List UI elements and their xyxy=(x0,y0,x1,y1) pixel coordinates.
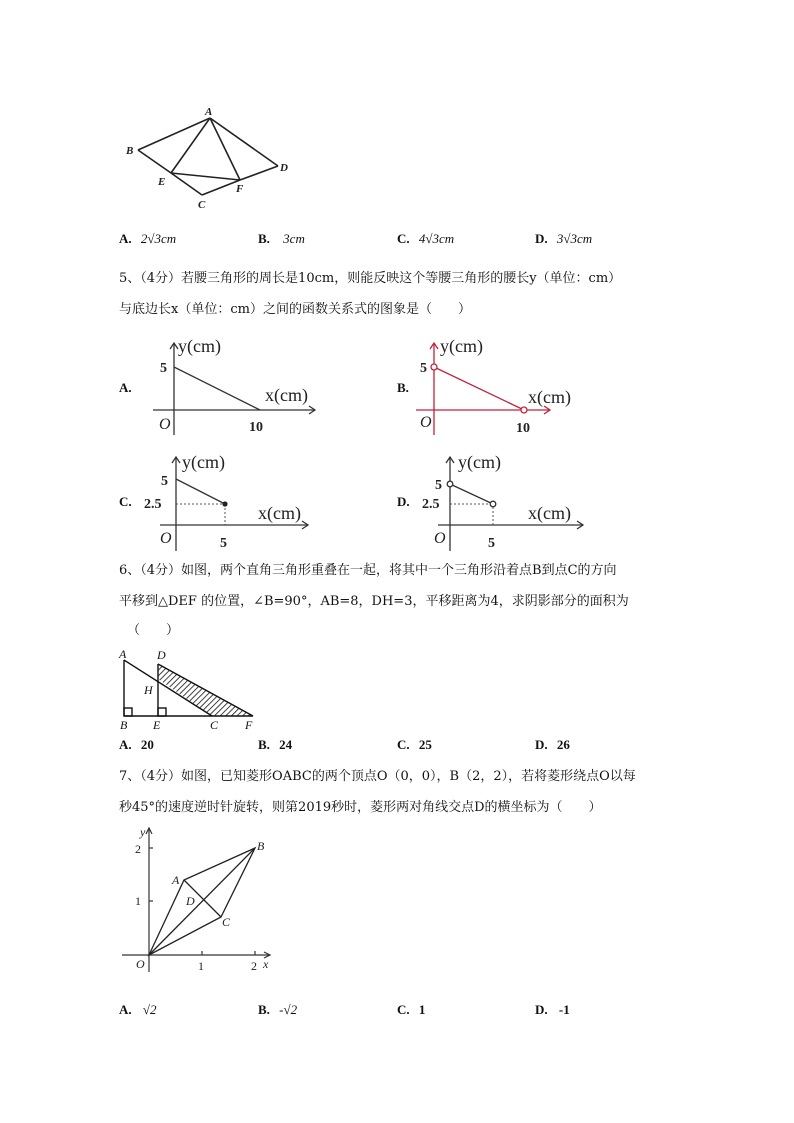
q6-option-b-letter: B. xyxy=(258,737,270,752)
q6-label-b: B xyxy=(120,718,128,732)
q7-option-b-value: -√2 xyxy=(279,1002,298,1017)
q7-option-c[interactable] xyxy=(397,1002,425,1018)
q6-option-a-value: 20 xyxy=(140,737,154,752)
q4-option-c-letter: C. xyxy=(397,231,410,246)
q7-tick-y1: 1 xyxy=(135,894,141,908)
q5-graph-d xyxy=(418,449,598,554)
q7-option-b-letter: B. xyxy=(258,1002,270,1017)
q5c-x-label: x(cm) xyxy=(258,503,301,523)
q5d-five: 5 xyxy=(435,478,442,493)
q6-option-b[interactable] xyxy=(258,737,292,753)
q5-option-b-letter: B. xyxy=(397,380,409,395)
q5-option-d[interactable] xyxy=(397,494,410,510)
q5a-ten: 10 xyxy=(249,420,263,435)
q4-quadrilateral-figure xyxy=(118,100,298,215)
q4-option-d-letter: D. xyxy=(535,231,548,246)
q5c-five: 5 xyxy=(161,474,168,489)
q5b-origin: O xyxy=(420,414,432,431)
q7-x-label: x xyxy=(263,957,269,971)
q4-option-b[interactable] xyxy=(258,231,305,247)
q5-graph-c xyxy=(140,449,320,554)
q7-option-a[interactable] xyxy=(119,1002,157,1018)
q4-option-c[interactable] xyxy=(397,231,454,247)
q5-graph-b xyxy=(412,335,592,440)
q6-option-c-value: 25 xyxy=(418,737,432,752)
q6-stem-line-2: 平移到△DEF 的位置，∠B=90°，AB=8，DH=3，平移距离为4，求阴影部分的面积为 xyxy=(119,594,629,609)
q6-label-e: E xyxy=(153,718,161,732)
q5-option-c-letter: C. xyxy=(119,494,132,509)
q4-option-b-letter: B. xyxy=(258,231,270,246)
q5-option-c[interactable] xyxy=(119,494,132,510)
q4-label-d: D xyxy=(280,162,288,174)
q5d-five-x: 5 xyxy=(488,536,495,551)
q5b-five: 5 xyxy=(420,361,427,376)
q5d-y-label: y(cm) xyxy=(458,452,501,472)
q4-option-b-value: 3cm xyxy=(283,231,305,246)
q7-stem-line-1: 7、（4分）如图，已知菱形OABC的两个顶点O（0，0），B（2，2），若将菱形绕点O以每 xyxy=(119,769,636,784)
q6-option-d-value: 26 xyxy=(556,737,570,752)
q7-label-a: A xyxy=(172,873,180,887)
q5-option-d-letter: D. xyxy=(397,494,410,509)
q4-label-f: F xyxy=(236,183,244,195)
q4-option-a-value: 2√3cm xyxy=(140,231,177,246)
q7-option-d-value: -1 xyxy=(558,1002,570,1017)
q7-y-label: y xyxy=(140,825,146,839)
q7-label-d: D xyxy=(186,894,195,908)
q7-option-a-value: √2 xyxy=(142,1002,157,1017)
q5c-origin: O xyxy=(160,530,172,547)
q6-label-c: C xyxy=(210,718,219,732)
q4-option-d[interactable] xyxy=(535,231,592,247)
q5-option-b[interactable] xyxy=(397,380,409,396)
q6-label-a: A xyxy=(119,647,127,661)
q6-triangles-figure xyxy=(115,645,265,733)
q7-option-d-letter: D. xyxy=(535,1002,548,1017)
q4-label-c: C xyxy=(198,199,206,211)
q7-option-b[interactable] xyxy=(258,1002,297,1018)
q7-label-b: B xyxy=(257,839,265,853)
q7-origin: O xyxy=(136,957,145,971)
q5b-x-label: x(cm) xyxy=(528,387,571,407)
q5c-five-x: 5 xyxy=(220,536,227,551)
q7-option-d[interactable] xyxy=(535,1002,570,1018)
q5a-x-label: x(cm) xyxy=(265,385,308,405)
q4-label-a: A xyxy=(205,106,213,118)
q5d-two-five: 2.5 xyxy=(422,497,440,512)
q7-tick-y2: 2 xyxy=(135,842,141,856)
q7-tick-x1: 1 xyxy=(198,959,204,973)
q6-option-c[interactable] xyxy=(397,737,432,753)
q5c-two-five: 2.5 xyxy=(144,497,162,512)
q7-tick-x2: 2 xyxy=(251,959,257,973)
q5a-y-label: y(cm) xyxy=(178,336,221,356)
q7-stem-line-2: 秒45°的速度逆时针旋转，则第2019秒时，菱形两对角线交点D的横坐标为（ ） xyxy=(119,800,602,815)
q5d-origin: O xyxy=(434,530,446,547)
q5-stem-line-1: 5、（4分）若腰三角形的周长是10cm，则能反映这个等腰三角形的腰长y（单位：cm） xyxy=(119,271,622,286)
q5d-x-label: x(cm) xyxy=(528,503,571,523)
q6-option-a[interactable] xyxy=(119,737,154,753)
q5b-ten: 10 xyxy=(516,421,530,436)
q5b-y-label: y(cm) xyxy=(440,336,483,356)
q4-option-a[interactable] xyxy=(119,231,176,247)
q6-option-b-value: 24 xyxy=(279,737,293,752)
q7-option-c-letter: C. xyxy=(397,1002,410,1017)
q5-option-a[interactable] xyxy=(119,380,132,396)
q7-rhombus-figure xyxy=(118,822,278,974)
q6-stem-line-1: 6、（4分）如图，两个直角三角形重叠在一起，将其中一个三角形沿着点B到点C的方向 xyxy=(119,563,617,578)
q6-option-a-letter: A. xyxy=(119,737,132,752)
q5c-y-label: y(cm) xyxy=(182,452,225,472)
q4-option-c-value: 4√3cm xyxy=(418,231,455,246)
q4-option-d-value: 3√3cm xyxy=(556,231,593,246)
q6-label-f: F xyxy=(245,718,253,732)
q7-label-c: C xyxy=(222,915,231,929)
q5-graph-a xyxy=(145,335,325,440)
q4-label-e: E xyxy=(158,176,166,188)
q6-option-d-letter: D. xyxy=(535,737,548,752)
q6-label-d: D xyxy=(157,648,166,662)
q4-option-a-letter: A. xyxy=(119,231,132,246)
q5a-origin: O xyxy=(159,416,171,433)
q5-stem-line-2: 与底边长x（单位：cm）之间的函数关系式的图象是（ ） xyxy=(119,302,471,317)
q6-option-c-letter: C. xyxy=(397,737,410,752)
q7-option-c-value: 1 xyxy=(418,1002,426,1017)
q5a-five: 5 xyxy=(160,361,167,376)
q6-label-h: H xyxy=(144,683,153,697)
q6-stem-line-3: （ ） xyxy=(127,623,180,638)
q6-option-d[interactable] xyxy=(535,737,570,753)
q4-label-b: B xyxy=(126,145,134,157)
q5-option-a-letter: A. xyxy=(119,380,132,395)
q7-option-a-letter: A. xyxy=(119,1002,132,1017)
